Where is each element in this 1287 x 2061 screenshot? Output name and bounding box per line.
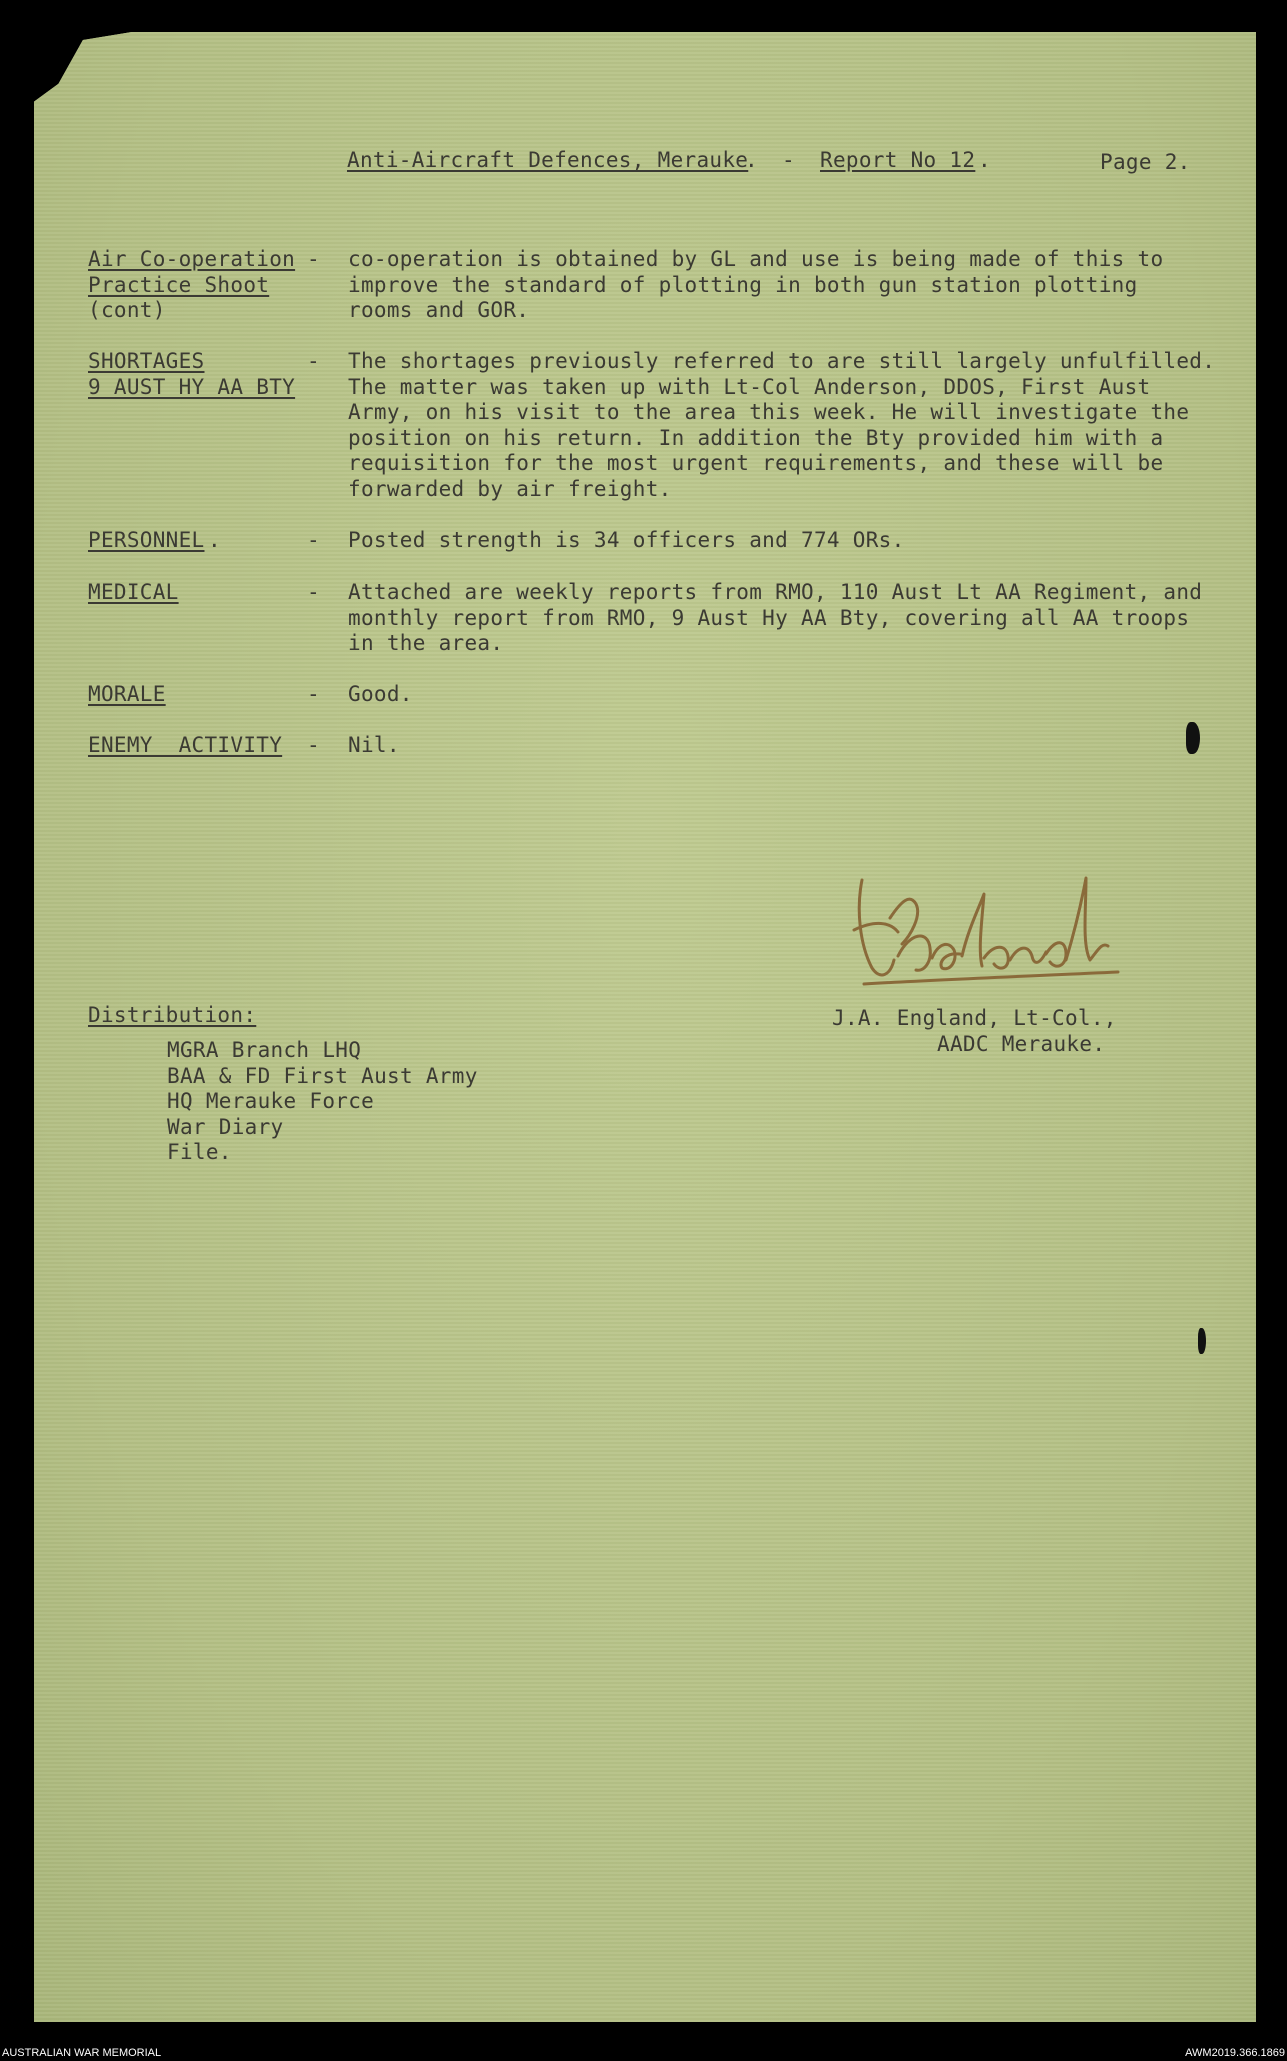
distribution-item: HQ Merauke Force [167, 1089, 375, 1113]
heading-line: Air Co-operation [88, 247, 296, 271]
distribution-list [167, 1038, 478, 1166]
body-line: forwarded by air freight. [348, 476, 672, 501]
shortages-body [348, 349, 1215, 502]
personnel-text: Posted strength is 34 officers and 774 ORs. [348, 528, 905, 552]
body-line: improve the standard of plotting in both gun station plotting [348, 272, 1138, 297]
paper-tear-mark [1198, 1328, 1206, 1354]
enemy-activity-text: Nil. [348, 733, 400, 757]
report-period: . [978, 148, 991, 172]
title-period: . [745, 148, 758, 172]
paper-tear-mark [1186, 722, 1200, 754]
body-line: monthly report from RMO, 9 Aust Hy AA Bty, covering all AA troops [348, 605, 1190, 630]
signatory-title: AADC Merauke. [937, 1032, 1106, 1056]
heading-line: 9 AUST HY AA BTY [88, 374, 296, 399]
distribution-item: BAA & FD First Aust Army [167, 1063, 478, 1088]
section-dash: - [307, 682, 320, 706]
section-dash: - [307, 349, 320, 373]
section-dash: - [307, 733, 320, 757]
body-line: in the area. [348, 631, 504, 655]
document-title: Anti-Aircraft Defences, Merauke [347, 148, 749, 172]
medical-body [348, 580, 1202, 657]
heading-line: SHORTAGES [88, 349, 205, 373]
shortages-heading [88, 349, 295, 400]
morale-heading: MORALE [88, 682, 166, 706]
section-dash: - [307, 247, 320, 271]
distribution-item: MGRA Branch LHQ [167, 1038, 362, 1062]
distribution-heading: Distribution: [88, 1003, 257, 1027]
enemy-activity-heading: ENEMY ACTIVITY [88, 733, 283, 757]
handwritten-signature [850, 860, 1130, 1000]
header-separator: - [782, 148, 795, 172]
archive-reference: AWM2019.366.1869 [1185, 2047, 1285, 2059]
body-line: The matter was taken up with Lt-Col Anderson, DDOS, First Aust [348, 374, 1151, 399]
heading-line: (cont) [88, 298, 166, 322]
distribution-item: War Diary [167, 1114, 284, 1139]
report-number: Report No 12 [820, 148, 976, 172]
heading-line: Practice Shoot [88, 272, 270, 297]
body-line: rooms and GOR. [348, 298, 530, 322]
air-cooperation-body [348, 247, 1163, 324]
body-line: position on his return. In addition the Bty provided him with a [348, 425, 1164, 450]
section-dash: - [307, 580, 320, 604]
page-number: Page 2. [1100, 150, 1191, 174]
section-dash: - [307, 528, 320, 552]
body-line: Army, on his visit to the area this week. He will investigate the [348, 400, 1190, 424]
signatory-name: J.A. England, Lt-Col., [832, 1006, 1117, 1030]
personnel-heading-period: . [208, 528, 221, 552]
body-line: co-operation is obtained by GL and use is being made of this to [348, 247, 1164, 271]
archive-credit: AUSTRALIAN WAR MEMORIAL [2, 2047, 162, 2059]
morale-text: Good. [348, 682, 413, 706]
body-line: The shortages previously referred to are still largely unfulfilled. [348, 349, 1216, 373]
body-line: requisition for the most urgent requirements, and these will be [348, 451, 1164, 475]
air-cooperation-heading [88, 247, 295, 324]
personnel-heading: PERSONNEL [88, 528, 205, 552]
body-line: Attached are weekly reports from RMO, 110 Aust Lt AA Regiment, and [348, 580, 1203, 604]
distribution-item: File. [167, 1140, 232, 1164]
medical-heading: MEDICAL [88, 580, 179, 604]
